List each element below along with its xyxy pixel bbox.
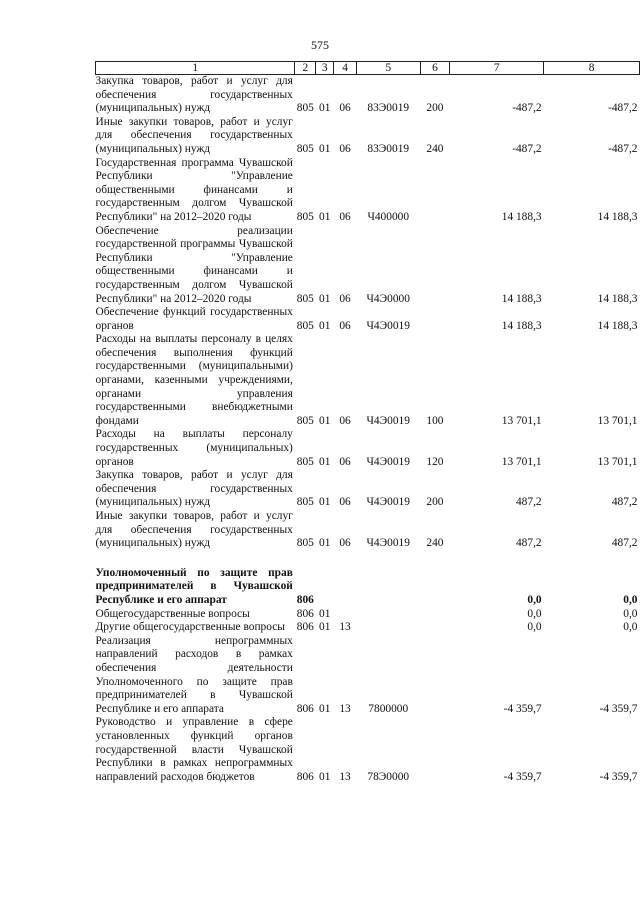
amount-total-cell: -4 359,7 — [599, 702, 638, 715]
ministry-code-cell: 806 — [296, 770, 314, 783]
target-article-cell: 83Э0019 — [367, 102, 410, 115]
ministry-code-cell: 805 — [296, 455, 314, 468]
target-article-cell: 78Э0000 — [367, 770, 410, 783]
subsection-code-cell: 13 — [339, 770, 351, 783]
amount-total-cell: 14 188,3 — [597, 319, 638, 332]
expense-type-cell: 240 — [426, 537, 444, 550]
column-header: 1 — [96, 62, 295, 75]
spacer-row — [96, 551, 640, 567]
table-row — [96, 716, 640, 784]
subsection-code-cell: 13 — [339, 621, 351, 634]
budget-table — [95, 61, 640, 784]
section-code-cell: 01 — [319, 455, 331, 468]
subsection-code-cell: 13 — [339, 702, 351, 715]
amount-cell: 0,0 — [527, 621, 542, 634]
amount-cell: 0,0 — [527, 593, 542, 606]
amount-cell: 14 188,3 — [501, 319, 542, 332]
ministry-code-cell: 805 — [296, 414, 314, 427]
section-code-cell: 01 — [319, 496, 331, 509]
section-code-cell: 01 — [319, 770, 331, 783]
expense-type-cell — [420, 306, 450, 333]
target-article-cell: 7800000 — [368, 702, 409, 715]
amount-cell: 14 188,3 — [501, 210, 542, 223]
spacer-cell — [96, 551, 640, 567]
amount-total-cell: -4 359,7 — [599, 770, 638, 783]
column-header: 6 — [420, 62, 450, 75]
section-code-cell: 01 — [319, 102, 331, 115]
section-code-cell: 01 — [319, 702, 331, 715]
ministry-code-cell: 805 — [296, 142, 314, 155]
section-code-cell: 01 — [319, 414, 331, 427]
amount-total-cell: -487,2 — [608, 102, 638, 115]
amount-cell: -4 359,7 — [503, 770, 542, 783]
table-row — [96, 635, 640, 717]
amount-cell: 14 188,3 — [501, 292, 542, 305]
amount-total-cell: 14 188,3 — [597, 210, 638, 223]
amount-total-cell: 13 701,1 — [597, 414, 638, 427]
section-code-cell: 01 — [319, 142, 331, 155]
expense-type-cell: 100 — [426, 414, 444, 427]
subsection-code-cell: 06 — [339, 142, 351, 155]
row-name-cell: Обеспечение реализации государственной программы Чувашской Республики "Управление общественными финансами и государственным долгом Чувашской Республики" на 2012–2020 годы — [95, 224, 293, 305]
table-body — [96, 75, 640, 785]
subsection-code-cell: 06 — [339, 496, 351, 509]
expense-type-cell: 200 — [426, 496, 444, 509]
row-name-cell: Иные закупки товаров, работ и услуг для обеспечения государственных (муниципальных) нужд — [95, 510, 293, 550]
section-code-cell: 01 — [319, 319, 331, 332]
subsection-code-cell: 06 — [339, 102, 351, 115]
target-article-cell: Ч4Э0019 — [366, 496, 410, 509]
amount-cell: -4 359,7 — [503, 702, 542, 715]
table-row — [96, 428, 640, 469]
ministry-code-cell: 806 — [296, 607, 314, 620]
table-row — [96, 469, 640, 510]
amount-cell: 487,2 — [515, 496, 542, 509]
amount-total-cell: 487,2 — [611, 496, 638, 509]
row-name-cell: Иные закупки товаров, работ и услуг для обеспечения государственных (муниципальных) нужд — [95, 115, 293, 155]
target-article-cell: Ч4Э0019 — [366, 537, 410, 550]
expense-type-cell — [420, 716, 450, 784]
ministry-code-cell: 806 — [296, 593, 314, 606]
amount-total-cell: 0,0 — [623, 621, 638, 634]
page-number: 575 — [311, 38, 329, 52]
amount-total-cell: 13 701,1 — [597, 455, 638, 468]
expense-type-cell — [420, 635, 450, 717]
expense-type-cell — [420, 567, 450, 608]
target-article-cell: Ч4Э0019 — [366, 455, 410, 468]
table-row — [96, 306, 640, 333]
row-name-cell: Уполномоченный по защите прав предпринимателей в Чувашской Республике и его аппарат — [95, 566, 293, 606]
table-row — [96, 621, 640, 635]
row-name-cell: Реализация непрограммных направлений расходов в рамках обеспечения деятельности Уполномоченного по защите прав предпринимателей в Чувашской Республике и его аппарата — [95, 634, 293, 715]
amount-cell: 13 701,1 — [501, 455, 542, 468]
expense-type-cell — [420, 157, 450, 225]
subsection-code-cell — [334, 567, 357, 608]
section-code-cell: 01 — [319, 621, 331, 634]
table-row — [96, 567, 640, 608]
table-row — [96, 157, 640, 225]
ministry-code-cell: 805 — [296, 537, 314, 550]
subsection-code-cell: 06 — [339, 414, 351, 427]
column-header: 3 — [316, 62, 334, 75]
section-code-cell: 01 — [319, 292, 331, 305]
ministry-code-cell: 805 — [296, 210, 314, 223]
amount-total-cell: 487,2 — [611, 537, 638, 550]
row-name-cell: Закупка товаров, работ и услуг для обеспечения государственных (муниципальных) нужд — [95, 469, 293, 509]
ministry-code-cell: 805 — [296, 292, 314, 305]
expense-type-cell: 120 — [426, 455, 444, 468]
subsection-code-cell: 06 — [339, 292, 351, 305]
expense-type-cell: 200 — [426, 102, 444, 115]
target-article-cell — [356, 608, 420, 622]
ministry-code-cell: 805 — [296, 319, 314, 332]
amount-total-cell: -487,2 — [608, 142, 638, 155]
target-article-cell: Ч4Э0019 — [366, 414, 410, 427]
expense-type-cell — [420, 225, 450, 307]
table-header-row — [96, 62, 640, 75]
ministry-code-cell: 806 — [296, 702, 314, 715]
subsection-code-cell — [334, 608, 357, 622]
column-header: 2 — [295, 62, 316, 75]
column-header: 8 — [544, 62, 640, 75]
table-row — [96, 333, 640, 428]
table-row — [96, 225, 640, 307]
section-code-cell: 01 — [319, 537, 331, 550]
subsection-code-cell: 06 — [339, 537, 351, 550]
expense-type-cell — [420, 621, 450, 635]
subsection-code-cell: 06 — [339, 319, 351, 332]
section-code-cell — [316, 567, 334, 608]
table-row — [96, 116, 640, 157]
amount-total-cell: 14 188,3 — [597, 292, 638, 305]
table-row — [96, 510, 640, 551]
column-header: 4 — [334, 62, 357, 75]
subsection-code-cell: 06 — [339, 210, 351, 223]
row-name-cell: Закупка товаров, работ и услуг для обеспечения государственных (муниципальных) нужд — [95, 75, 293, 115]
amount-cell: 0,0 — [527, 607, 542, 620]
amount-cell: 487,2 — [515, 537, 542, 550]
section-code-cell: 01 — [319, 210, 331, 223]
target-article-cell — [356, 621, 420, 635]
target-article-cell — [356, 567, 420, 608]
expense-type-cell: 240 — [426, 142, 444, 155]
row-name-cell: Обеспечение функций государственных органов — [95, 306, 293, 332]
row-name-cell: Расходы на выплаты персоналу в целях обеспечения выполнения функций государственными (муниципальными) органами, казенными учреждениями, органами управления государственными внебюджетными фондами — [95, 333, 293, 427]
row-name-cell: Руководство и управление в сфере установленных функций органов государственной власти Чувашской Республики в рамках непрограммных направлений расходов бюджетов — [95, 716, 293, 783]
table-row — [96, 608, 640, 622]
expense-type-cell — [420, 608, 450, 622]
ministry-code-cell: 805 — [296, 496, 314, 509]
row-name-cell: Расходы на выплаты персоналу государственных (муниципальных) органов — [95, 428, 293, 468]
table-row — [96, 75, 640, 116]
amount-cell: -487,2 — [512, 142, 542, 155]
target-article-cell: Ч4Э0019 — [366, 319, 410, 332]
row-name-cell: Государственная программа Чувашской Республики "Управление общественными финансами и государственным долгом Чувашской Республики" на 2012–2020 годы — [95, 156, 293, 223]
target-article-cell: 83Э0019 — [367, 142, 410, 155]
amount-total-cell: 0,0 — [623, 607, 638, 620]
target-article-cell: Ч4Э0000 — [366, 292, 410, 305]
subsection-code-cell: 06 — [339, 455, 351, 468]
amount-cell: 13 701,1 — [501, 414, 542, 427]
target-article-cell: Ч400000 — [367, 210, 410, 223]
ministry-code-cell: 806 — [296, 621, 314, 634]
column-header: 5 — [356, 62, 420, 75]
section-code-cell: 01 — [319, 607, 331, 620]
row-name-cell: Другие общегосударственные вопросы — [95, 621, 285, 634]
amount-cell: -487,2 — [512, 102, 542, 115]
ministry-code-cell: 805 — [296, 102, 314, 115]
amount-total-cell: 0,0 — [623, 593, 638, 606]
row-name-cell: Общегосударственные вопросы — [95, 607, 250, 620]
column-header: 7 — [450, 62, 544, 75]
